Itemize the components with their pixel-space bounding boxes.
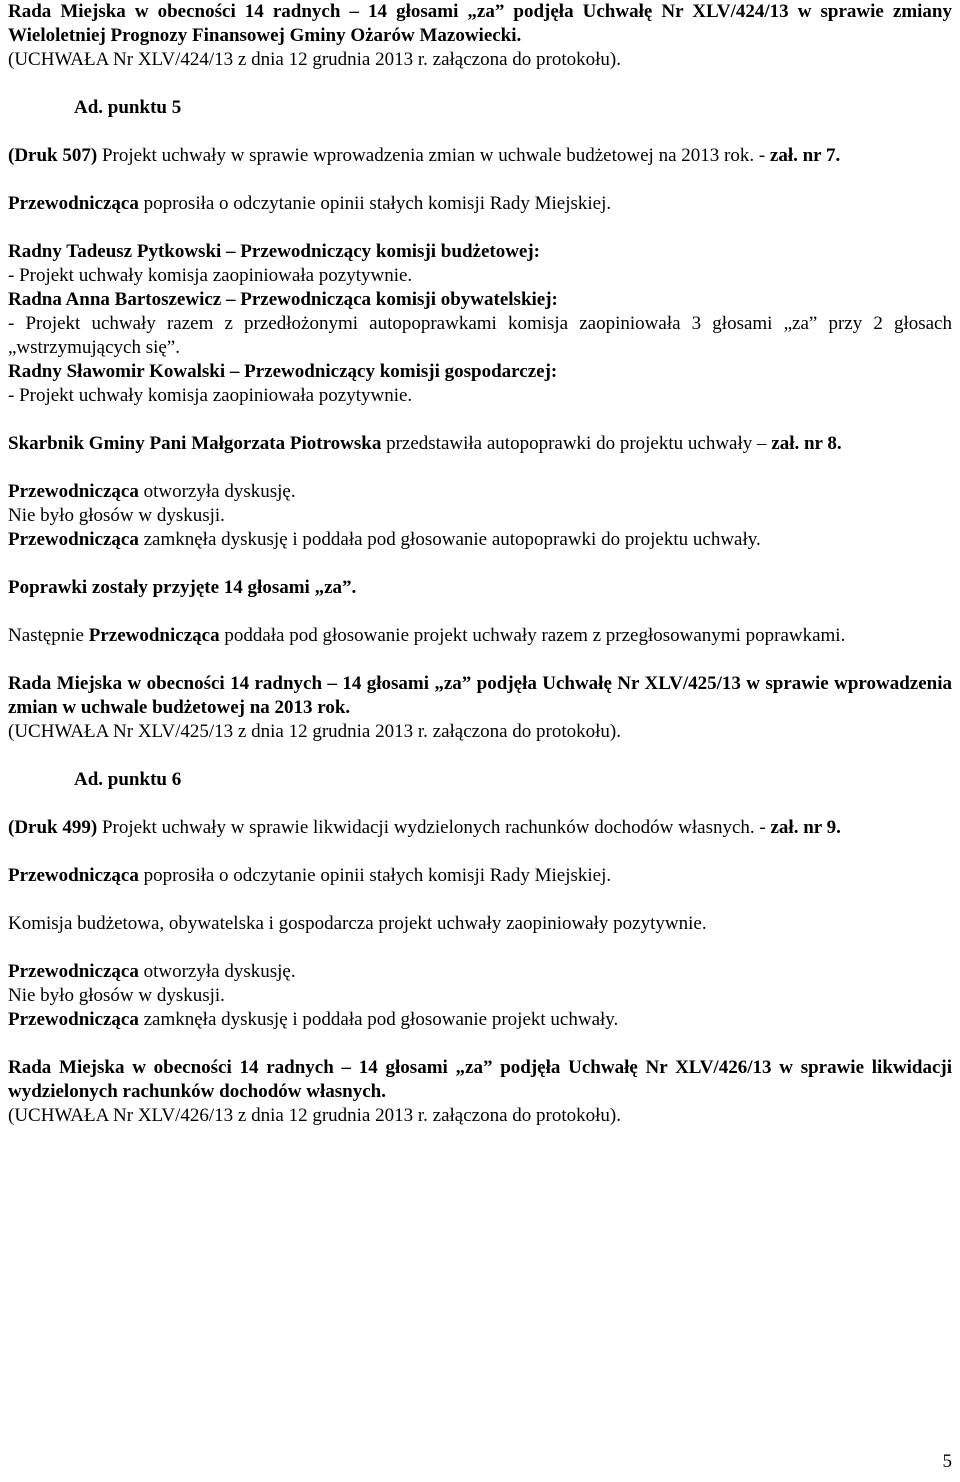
resolution-425-annex: (UCHWAŁA Nr XLV/425/13 z dnia 12 grudnia 2013 r. załączona do protokołu).: [8, 721, 621, 742]
resolution-424-text: Rada Miejska w obecności 14 radnych – 14 głosami „za” podjęła Uchwałę Nr XLV/424/13 w sprawie zmiany Wieloletniej Prognozy Finansowej Gminy Ożarów Mazowiecki.: [8, 1, 952, 46]
chair-name: Przewodnicząca: [8, 961, 139, 982]
bartoszewicz-heading: Radna Anna Bartoszewicz – Przewodnicząca komisji obywatelskiej:: [8, 289, 558, 310]
ad-label: Ad.: [74, 97, 104, 118]
discussion-close-1: [8, 528, 952, 552]
chair-name: Przewodnicząca: [8, 481, 139, 502]
resolution-426-block: [8, 1056, 952, 1128]
discussion-close-text: zamknęła dyskusję i poddała pod głosowanie projekt uchwały.: [138, 1009, 619, 1030]
resolution-425-block: [8, 672, 952, 744]
document-page: [8, 0, 952, 1128]
vote-text: poddała pod głosowanie projekt uchwały razem z przegłosowanymi poprawkami.: [219, 625, 846, 646]
chair-request-text: poprosiła o odczytanie opinii stałych komisji Rady Miejskiej.: [138, 865, 612, 886]
agenda-item-5-heading: [8, 96, 952, 120]
chair-request-text: poprosiła o odczytanie opinii stałych komisji Rady Miejskiej.: [138, 193, 612, 214]
pytkowski-opinion: - Projekt uchwały komisja zaopiniowała pozytywnie.: [8, 265, 413, 286]
amendments-adopted: Poprawki zostały przyjęte 14 głosami „za”.: [8, 577, 357, 598]
druk-507-paragraph: [8, 144, 952, 168]
treasurer-paragraph: [8, 432, 952, 456]
druk-507-attachment: zał. nr 7.: [769, 145, 841, 166]
bartoszewicz-opinion: - Projekt uchwały razem z przedłożonymi autopoprawkami komisja zaopiniowała 3 głosami „za” przy 2 głosach „wstrzymujących się”.: [8, 313, 952, 358]
druk-499-paragraph: [8, 816, 952, 840]
treasurer-attachment: zał. nr 8.: [771, 433, 842, 454]
discussion-open-text: otworzyła dyskusję.: [138, 961, 296, 982]
page-number: 5: [942, 1451, 952, 1472]
pytkowski-heading: Radny Tadeusz Pytkowski – Przewodniczący komisji budżetowej:: [8, 241, 541, 262]
agenda-item-5-label: punktu 5: [107, 97, 182, 118]
treasurer-name: Skarbnik Gminy Pani Małgorzata Piotrowska: [8, 433, 382, 454]
chair-name: Przewodnicząca: [8, 193, 139, 214]
druk-507-number: (Druk 507): [8, 145, 98, 166]
chair-name: Przewodnicząca: [8, 529, 139, 550]
discussion-none-1: Nie było głosów w dyskusji.: [8, 505, 225, 526]
resolution-426-text: Rada Miejska w obecności 14 radnych – 14 głosami „za” podjęła Uchwałę Nr XLV/426/13 w sprawie likwidacji wydzielonych rachunków dochodów własnych.: [8, 1057, 952, 1102]
committees-opinion: Komisja budżetowa, obywatelska i gospodarcza projekt uchwały zaopiniowały pozytywnie.: [8, 913, 707, 934]
resolution-426-annex: (UCHWAŁA Nr XLV/426/13 z dnia 12 grudnia 2013 r. załączona do protokołu).: [8, 1105, 621, 1126]
discussion-close-2: [8, 1008, 952, 1032]
treasurer-text: przedstawiła autopoprawki do projektu uchwały –: [381, 433, 772, 454]
ad-label: Ad.: [74, 769, 104, 790]
discussion-close-text: zamknęła dyskusję i poddała pod głosowanie autopoprawki do projektu uchwały.: [138, 529, 761, 550]
agenda-item-6-label: punktu 6: [107, 769, 182, 790]
druk-507-title: Projekt uchwały w sprawie wprowadzenia zmian w uchwale budżetowej na 2013 rok. -: [97, 145, 770, 166]
vote-on-draft-paragraph: [8, 624, 952, 648]
discussion-open-1: [8, 480, 952, 504]
kowalski-opinion: - Projekt uchwały komisja zaopiniowała pozytywnie.: [8, 385, 413, 406]
agenda-item-6-heading: [8, 768, 952, 792]
chair-name: Przewodnicząca: [88, 625, 220, 646]
resolution-424-block: [8, 0, 952, 72]
druk-499-title: Projekt uchwały w sprawie likwidacji wydzielonych rachunków dochodów własnych. -: [97, 817, 771, 838]
vote-intro: Następnie: [8, 625, 89, 646]
chair-name: Przewodnicząca: [8, 865, 139, 886]
discussion-open-2: [8, 960, 952, 984]
druk-499-number: (Druk 499): [8, 817, 98, 838]
chair-request-opinions-2: [8, 864, 952, 888]
resolution-424-annex: (UCHWAŁA Nr XLV/424/13 z dnia 12 grudnia 2013 r. załączona do protokołu).: [8, 49, 621, 70]
chair-name: Przewodnicząca: [8, 1009, 139, 1030]
chair-request-opinions-1: [8, 192, 952, 216]
resolution-425-text: Rada Miejska w obecności 14 radnych – 14 głosami „za” podjęła Uchwałę Nr XLV/425/13 w sprawie wprowadzenia zmian w uchwale budżetowej na 2013 rok.: [8, 673, 952, 718]
druk-499-attachment: zał. nr 9.: [770, 817, 841, 838]
discussion-none-2: Nie było głosów w dyskusji.: [8, 985, 225, 1006]
kowalski-heading: Radny Sławomir Kowalski – Przewodniczący komisji gospodarczej:: [8, 361, 558, 382]
discussion-open-text: otworzyła dyskusję.: [138, 481, 296, 502]
